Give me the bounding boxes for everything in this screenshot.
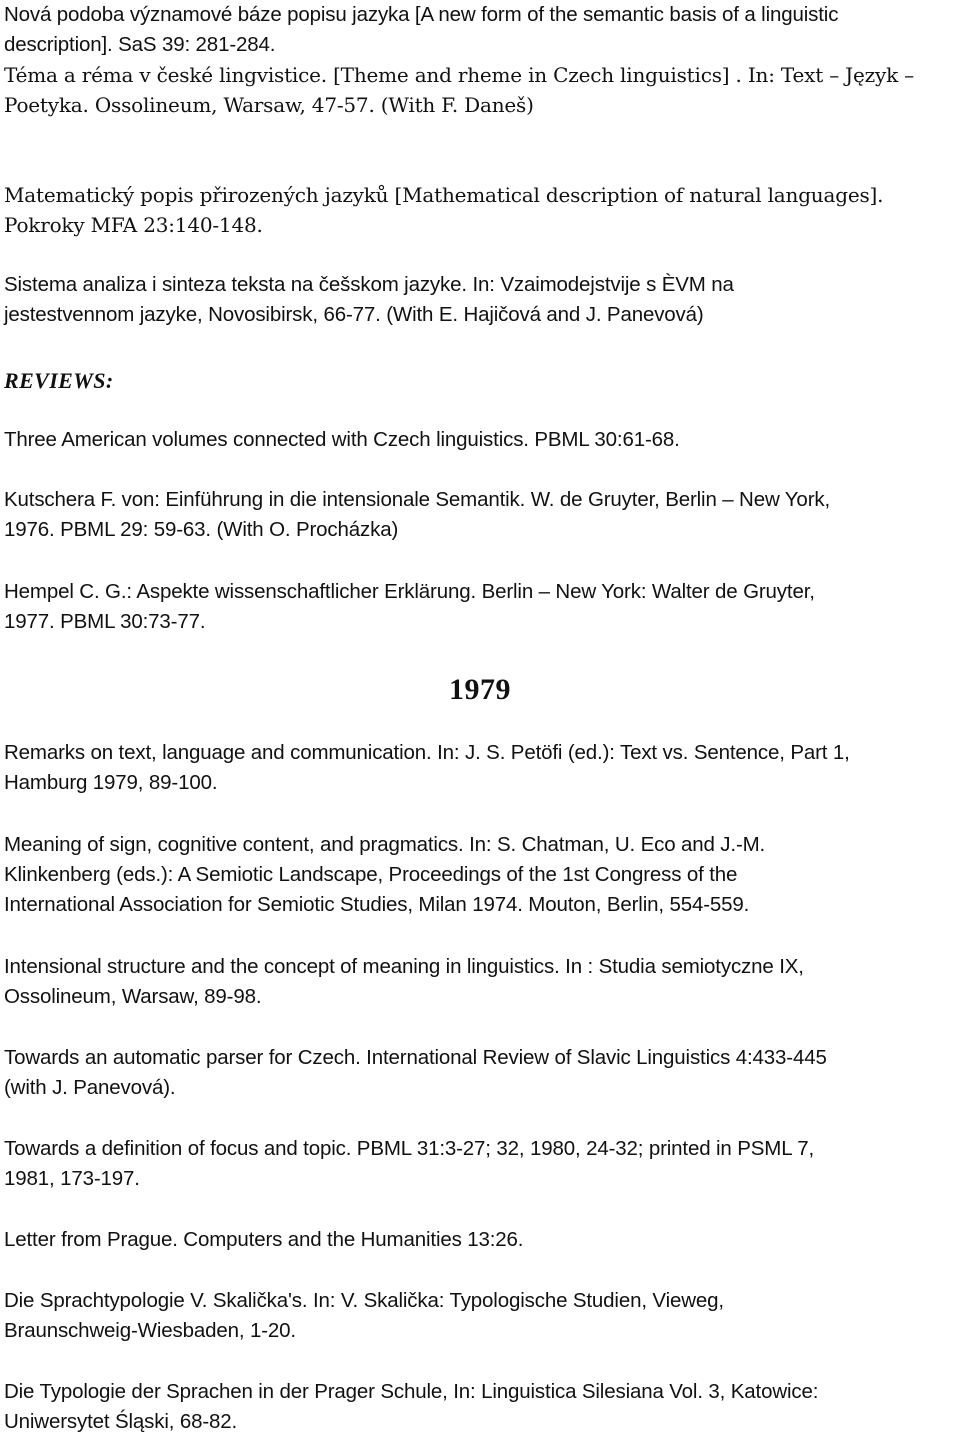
entry-line: Braunschweig-Wiesbaden, 1-20.: [4, 1319, 296, 1342]
entry-line: Pokroky MFA 23:140-148.: [4, 213, 263, 237]
entry-line: Hamburg 1979, 89-100.: [4, 771, 218, 794]
bibliography-entry: [4, 0, 956, 60]
entry-line: description]. SaS 39: 281-284.: [4, 33, 276, 56]
entry-line: Towards a definition of focus and topic. PBML 31:3-27; 32, 1980, 24-32; printed in PSML 7,: [4, 1137, 815, 1160]
review-entry: [4, 577, 956, 637]
review-entry: [4, 425, 956, 455]
entry-line: Ossolineum, Warsaw, 89-98.: [4, 985, 262, 1008]
entry-line: Kutschera F. von: Einführung in die intensionale Semantik. W. de Gruyter, Berlin – New York,: [4, 488, 831, 511]
bibliography-entry: [4, 1043, 956, 1103]
entry-line: Die Typologie der Sprachen in der Prager Schule, In: Linguistica Silesiana Vol. 3, Katowice:: [4, 1380, 819, 1403]
bibliography-entry: [4, 1377, 956, 1437]
bibliography-entry: [4, 60, 956, 120]
entry-line: Towards an automatic parser for Czech. International Review of Slavic Linguistics 4:433-445: [4, 1046, 827, 1069]
entry-line: Sistema analiza i sinteza teksta na češskom jazyke. In: Vzaimodejstvije s ÈVM na: [4, 273, 734, 296]
entry-line: jestestvennom jazyke, Novosibirsk, 66-77. (With E. Hajičová and J. Panevová): [4, 303, 704, 326]
entry-line: Meaning of sign, cognitive content, and pragmatics. In: S. Chatman, U. Eco and J.-M.: [4, 833, 766, 856]
entry-line: Intensional structure and the concept of meaning in linguistics. In : Studia semiotyczne IX,: [4, 955, 804, 978]
entry-line: Die Sprachtypologie V. Skalička's. In: V. Skalička: Typologische Studien, Vieweg,: [4, 1289, 724, 1312]
bibliography-entry: [4, 830, 956, 920]
bibliography-page: [4, 0, 956, 1438]
bibliography-entry: [4, 738, 956, 798]
bibliography-entry: [4, 952, 956, 1012]
entry-line: Klinkenberg (eds.): A Semiotic Landscape, Proceedings of the 1st Congress of the: [4, 863, 738, 886]
bibliography-entry: [4, 270, 956, 330]
year-heading: 1979: [449, 673, 511, 706]
entry-line: 1977. PBML 30:73-77.: [4, 610, 206, 633]
entry-line: (with J. Panevová).: [4, 1076, 176, 1099]
entry-line: Téma a réma v české lingvistice. [Theme and rheme in Czech linguistics] . In: Text – Język –: [4, 63, 914, 87]
entry-line: Three American volumes connected with Czech linguistics. PBML 30:61-68.: [4, 428, 680, 451]
entry-line: International Association for Semiotic Studies, Milan 1974. Mouton, Berlin, 554-559.: [4, 893, 750, 916]
review-entry: [4, 485, 956, 545]
entry-line: Letter from Prague. Computers and the Humanities 13:26.: [4, 1228, 524, 1251]
bibliography-entry: [4, 180, 956, 240]
bibliography-entry: [4, 1286, 956, 1346]
entry-line: Nová podoba významové báze popisu jazyka [A new form of the semantic basis of a linguistic: [4, 3, 839, 26]
entry-line: Uniwersytet Śląski, 68-82.: [4, 1410, 238, 1433]
entry-line: 1976. PBML 29: 59-63. (With O. Procházka): [4, 518, 399, 541]
reviews-heading: REVIEWS:: [4, 368, 114, 393]
bibliography-entry: [4, 1134, 956, 1194]
entry-line: Poetyka. Ossolineum, Warsaw, 47-57. (With F. Daneš): [4, 93, 534, 117]
bibliography-entry: [4, 1225, 956, 1255]
entry-line: Matematický popis přirozených jazyků [Mathematical description of natural languages].: [4, 183, 884, 207]
entry-line: 1981, 173-197.: [4, 1167, 140, 1190]
entry-line: Remarks on text, language and communication. In: J. S. Petöfi (ed.): Text vs. Sentence, Part 1,: [4, 741, 850, 764]
entry-line: Hempel C. G.: Aspekte wissenschaftlicher Erklärung. Berlin – New York: Walter de Gruyter,: [4, 580, 815, 603]
